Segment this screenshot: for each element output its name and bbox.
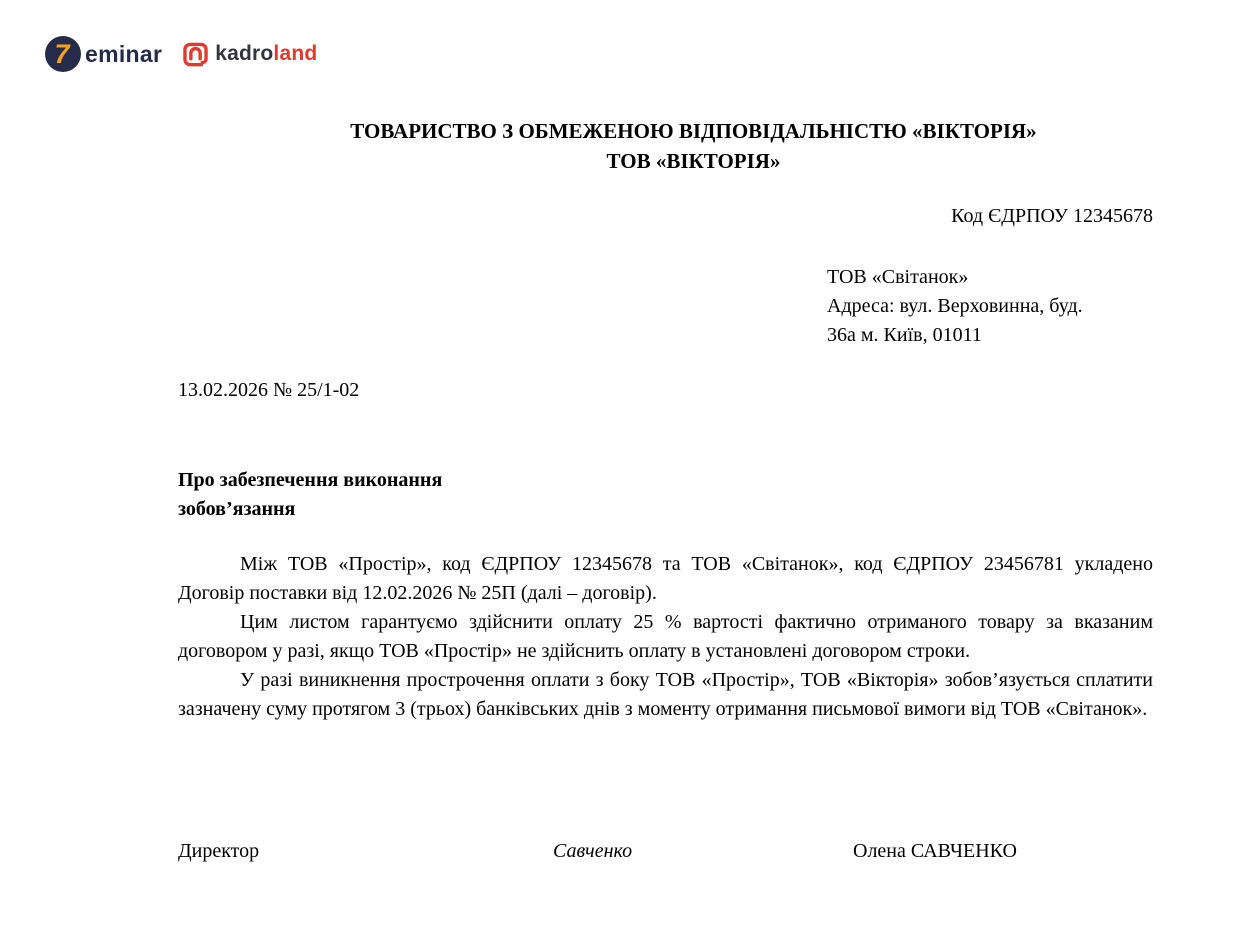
- body-paragraph-2: Цим листом гарантуємо здійснити оплату 25 % вартості фактично отриманого товару за вказаним договором у разі, якщо ТОВ «Простір» не здійснить оплату в установлені договором строки.: [178, 611, 1153, 662]
- body-paragraph-1: Між ТОВ «Простір», код ЄДРПОУ 12345678 та ТОВ «Світанок», код ЄДРПОУ 23456781 укладено Договір поставки від 12.02.2026 № 25П (далі – договір).: [178, 553, 1153, 604]
- logo-kadroland-label: [215, 42, 317, 66]
- recipient-address-line1: Адреса: вул. Верховинна, буд.: [827, 295, 1083, 317]
- subject-heading: [178, 466, 442, 524]
- subject-line1: Про забезпечення виконання: [178, 469, 443, 491]
- signer-signature: Савченко: [553, 840, 633, 862]
- logo-7eminar: [45, 36, 162, 72]
- company-title-line1: ТОВАРИСТВО З ОБМЕЖЕНОЮ ВІДПОВІДАЛЬНІСТЮ «ВІКТОРІЯ»: [350, 119, 1037, 143]
- recipient-block: [827, 263, 1167, 350]
- logo-kadroland-label-red: land: [273, 42, 318, 65]
- recipient-name: ТОВ «Світанок»: [827, 266, 969, 288]
- edrpou-code-line: Код ЄДРПОУ 12345678: [951, 205, 1153, 227]
- body-paragraph-3: У разі виникнення прострочення оплати з боку ТОВ «Простір», ТОВ «Вікторія» зобов’язується сплатити зазначену суму протягом 3 (трьох) банківських днів з моменту отримання письмової вимоги від ТОВ «Світанок».: [178, 669, 1153, 720]
- logo-7eminar-label: eminar: [85, 40, 163, 67]
- logo-kadroland-label-dark: kadro: [215, 42, 274, 65]
- signer-position: Директор: [178, 840, 260, 862]
- logo-kadroland: [182, 41, 317, 68]
- signature-row: [178, 840, 1153, 870]
- company-title: [178, 116, 1153, 176]
- company-title-line2: ТОВ «ВІКТОРІЯ»: [606, 149, 781, 173]
- kadroland-icon: [182, 41, 209, 68]
- letter-body: [178, 550, 1153, 724]
- subject-line2: зобов’язання: [178, 498, 296, 520]
- recipient-address-line2: 36а м. Київ, 01011: [827, 324, 982, 346]
- signer-full-name: Олена САВЧЕНКО: [853, 840, 1017, 862]
- header-logos: [45, 36, 317, 72]
- date-number-line: 13.02.2026 № 25/1-02: [178, 379, 360, 401]
- seven-circle-icon: 7: [45, 36, 81, 72]
